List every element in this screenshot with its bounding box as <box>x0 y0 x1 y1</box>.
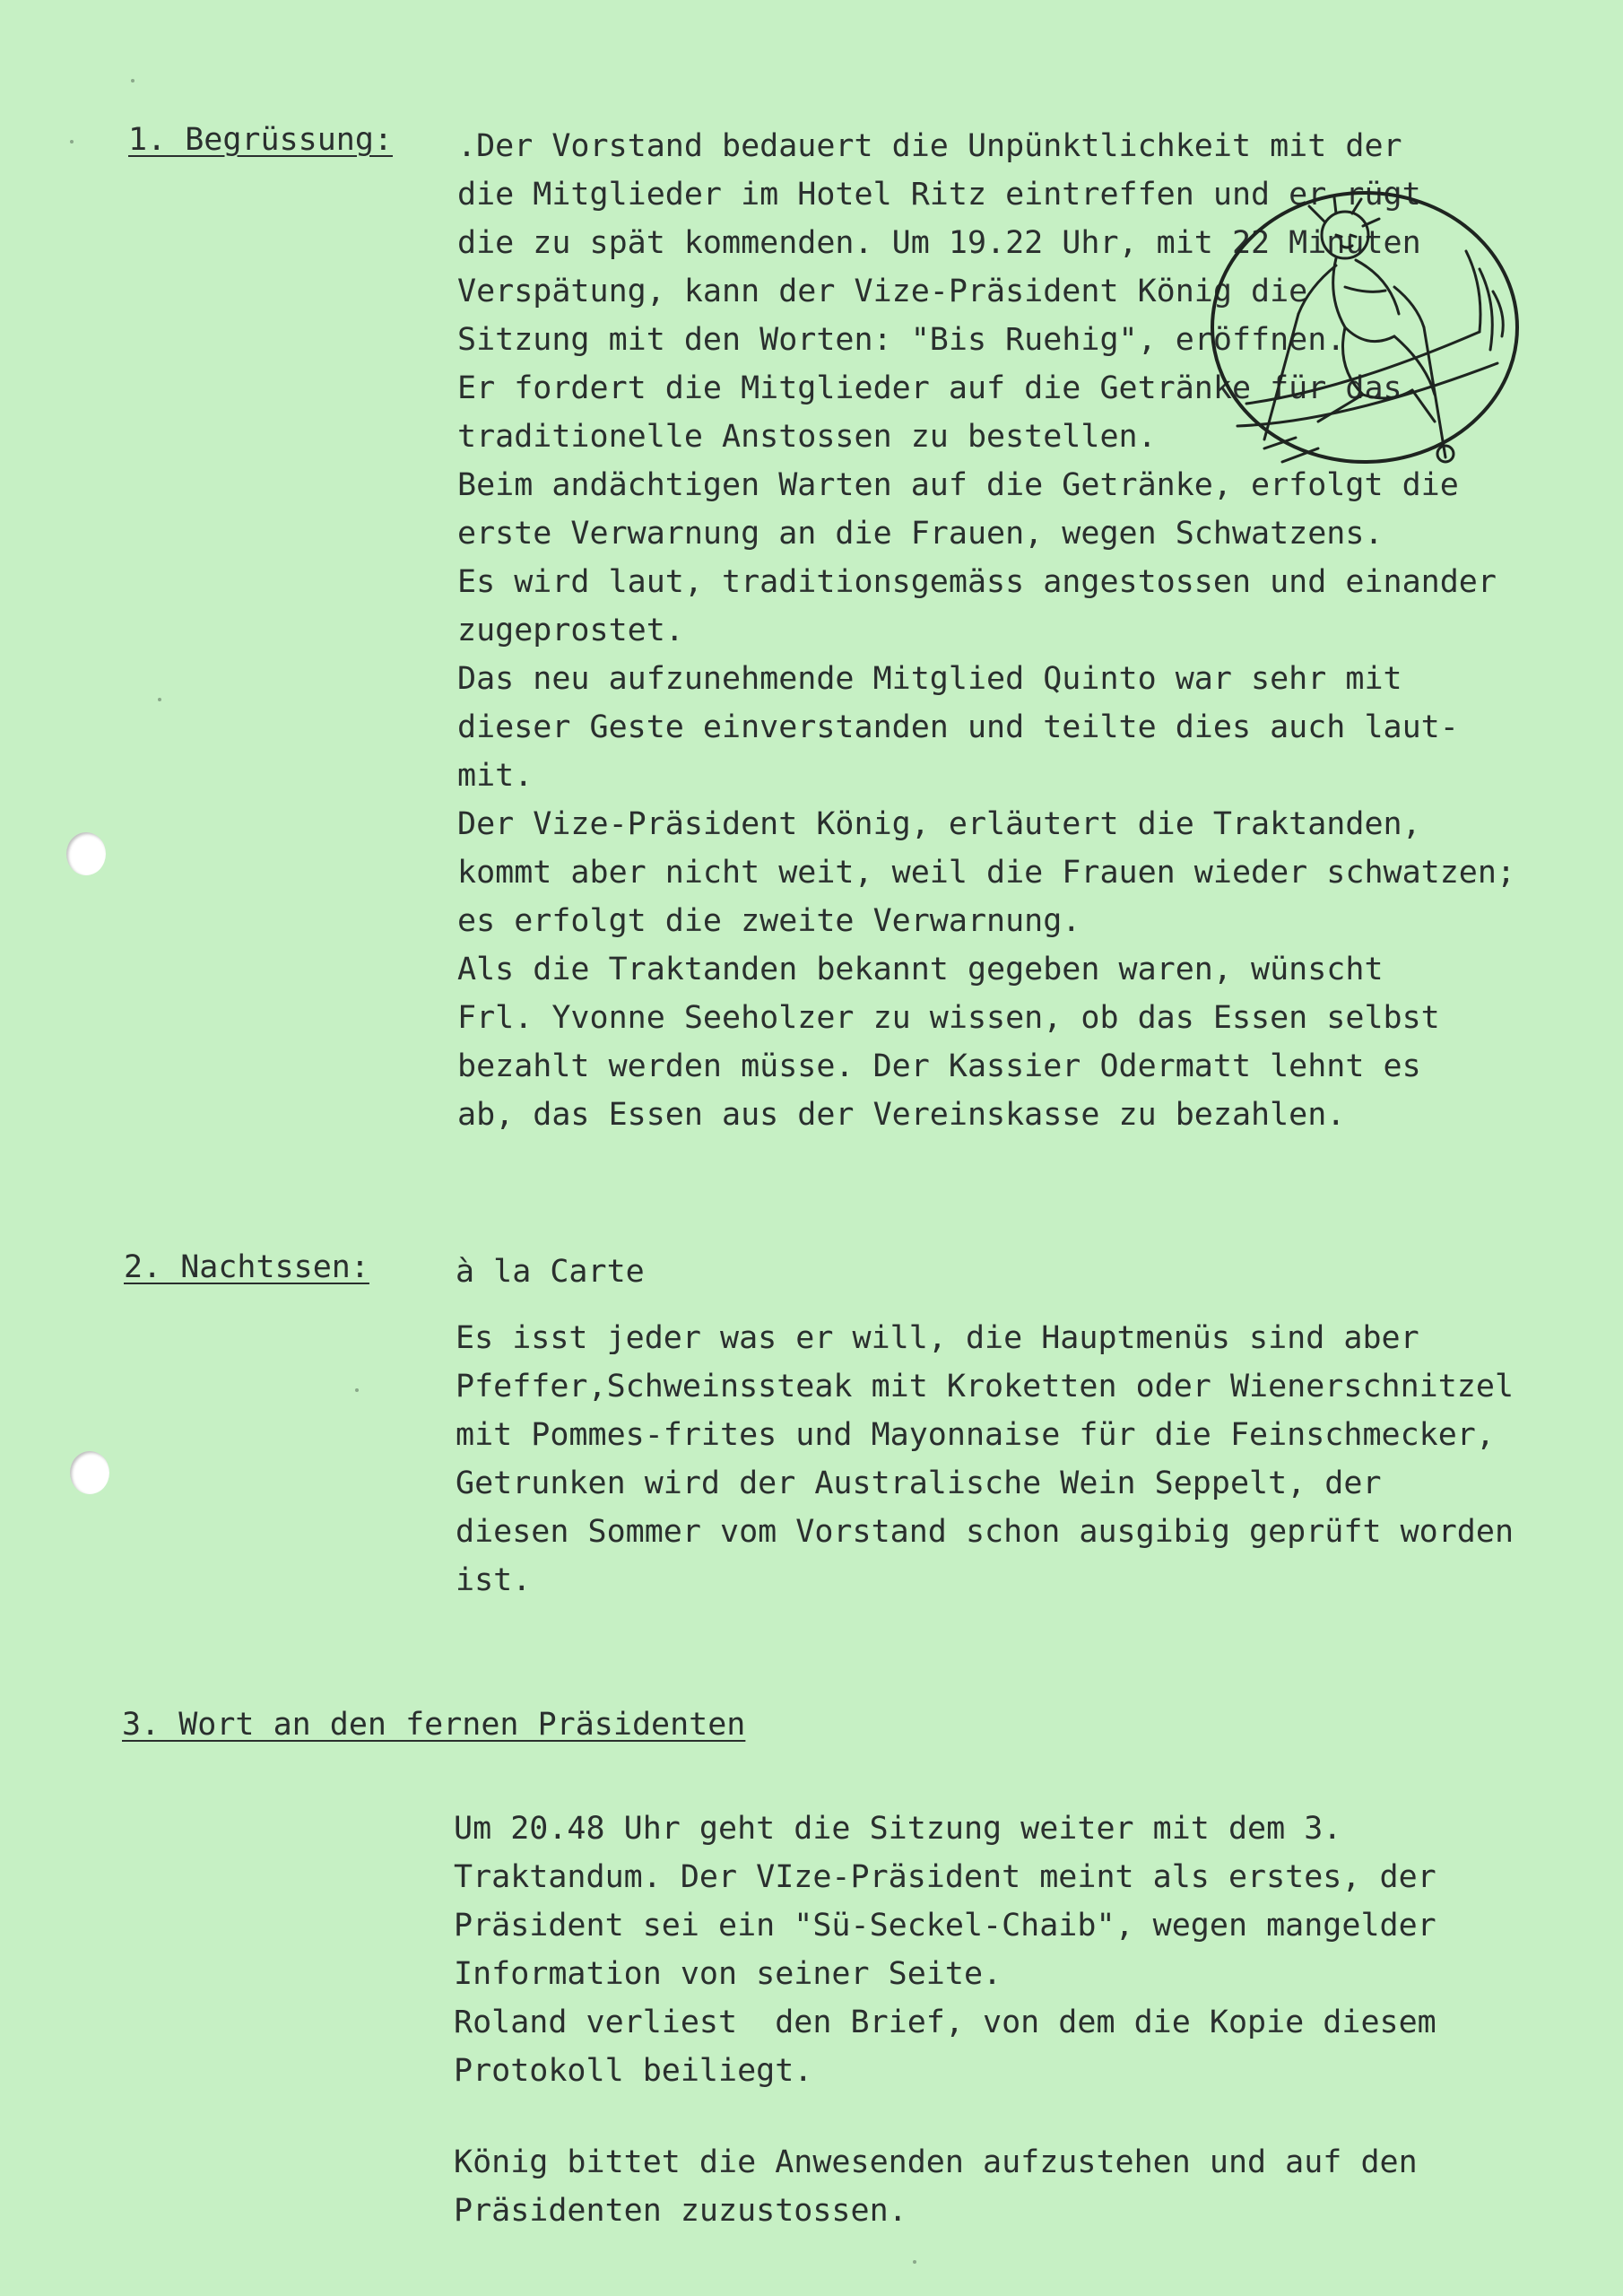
text-line: die Mitglieder im Hotel Ritz eintreffen und er rügt <box>457 177 1421 213</box>
skier-stamp <box>1211 179 1524 475</box>
text-line: Das neu aufzunehmende Mitglied Quinto war sehr mit <box>457 661 1402 697</box>
text-line-intro: à la Carte <box>456 1254 645 1290</box>
text-line: Beim andächtigen Warten auf die Getränke, erfolgt die <box>457 467 1459 503</box>
text-line: zugeprostet. <box>457 613 684 648</box>
text-line: Information von seiner Seite. <box>454 1956 1002 1992</box>
text-line: diesen Sommer vom Vorstand schon ausgibig geprüft worden <box>456 1514 1515 1550</box>
section-body-nachtessen <box>456 1248 1576 1605</box>
text-line: dieser Geste einverstanden und teilte dies auch laut- <box>457 709 1459 745</box>
paper-speck <box>158 698 161 701</box>
text-line: Frl. Yvonne Seeholzer zu wissen, ob das Essen selbst <box>457 1000 1440 1036</box>
paper-speck <box>913 2260 916 2264</box>
text-line: die zu spät kommenden. Um 19.22 Uhr, mit 22 Minuten <box>457 225 1421 261</box>
section-heading-wort-an-praesidenten: 3. Wort an den fernen Präsidenten <box>122 1707 746 1743</box>
section-heading-begruessung: 1. Begrüssung: <box>128 122 394 158</box>
text-line: Pfeffer,Schweinssteak mit Kroketten oder Wienerschnitzel <box>456 1369 1515 1405</box>
text-line: es erfolgt die zweite Verwarnung. <box>457 903 1081 939</box>
text-line: ab, das Essen aus der Vereinskasse zu bezahlen. <box>457 1097 1346 1133</box>
text-line: Es isst jeder was er will, die Hauptmenüs sind aber <box>456 1320 1419 1356</box>
text-line: traditionelle Anstossen zu bestellen. <box>457 419 1157 455</box>
text-line: Verspätung, kann der Vize-Präsident König die <box>457 274 1308 309</box>
section-heading-nachtessen: 2. Nachtssen: <box>124 1249 369 1285</box>
text-line: Getrunken wird der Australische Wein Seppelt, der <box>456 1465 1382 1501</box>
text-line: erste Verwarnung an die Frauen, wegen Schwatzens. <box>457 516 1384 552</box>
section-body-wort-an-praesidenten <box>454 1805 1575 2235</box>
paper-speck <box>355 1388 359 1392</box>
text-line: kommt aber nicht weit, weil die Frauen wieder schwatzen; <box>457 855 1516 891</box>
text-line: Roland verliest den Brief, von dem die Kopie diesem <box>454 2005 1436 2040</box>
text-line: Um 20.48 Uhr geht die Sitzung weiter mit dem 3. <box>454 1811 1342 1847</box>
paper-speck <box>70 140 74 144</box>
text-line: Sitzung mit den Worten: "Bis Ruehig", eröffnen. <box>457 322 1346 358</box>
paper-speck <box>131 79 135 83</box>
text-line: Protokoll beiliegt. <box>454 2053 813 2089</box>
text-line: Als die Traktanden bekannt gegeben waren, wünscht <box>457 952 1384 987</box>
text-line: Der Vize-Präsident König, erläutert die Traktanden, <box>457 806 1421 842</box>
text-line: Präsidenten zuzustossen. <box>454 2193 907 2229</box>
text-line: Es wird laut, traditionsgemäss angestossen und einander <box>457 564 1497 600</box>
text-line: Präsident sei ein "Sü-Seckel-Chaib", wegen mangelder <box>454 1908 1436 1944</box>
text-line: mit Pommes-frites und Mayonnaise für die Feinschmecker, <box>456 1417 1495 1453</box>
punch-hole-bottom <box>70 1451 109 1494</box>
text-line: .Der Vorstand bedauert die Unpünktlichkeit mit der <box>457 128 1402 164</box>
text-line: Er fordert die Mitglieder auf die Getränke für das <box>457 370 1402 406</box>
text-line: ist. <box>456 1562 532 1598</box>
text-line: mit. <box>457 758 534 794</box>
text-line: König bittet die Anwesenden aufzustehen und auf den <box>454 2144 1418 2180</box>
text-line: bezahlt werden müsse. Der Kassier Odermatt lehnt es <box>457 1048 1421 1084</box>
punch-hole-top <box>66 832 106 875</box>
text-line: Traktandum. Der VIze-Präsident meint als erstes, der <box>454 1859 1436 1895</box>
